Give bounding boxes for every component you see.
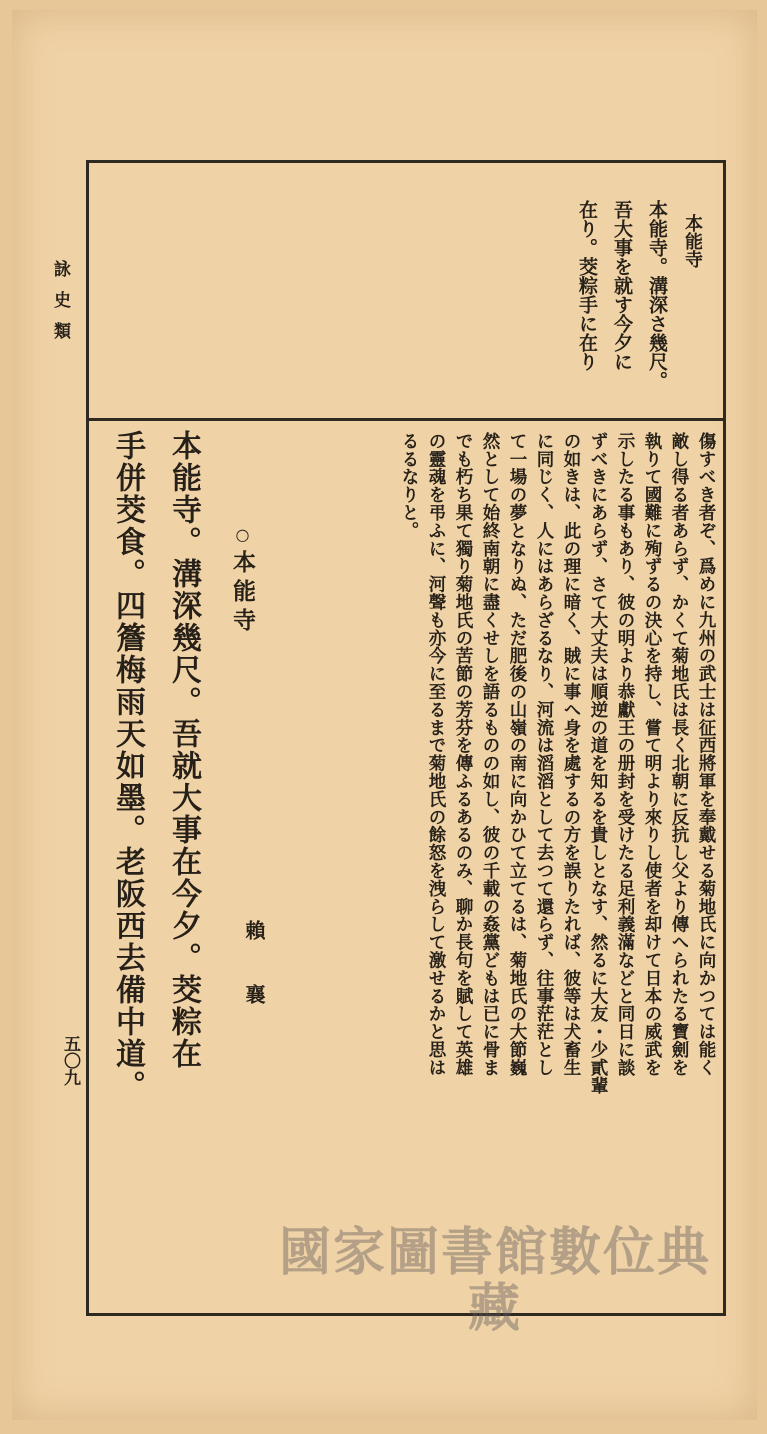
commentary-line: 傷すべき者ぞ、爲めに九州の武士は征西將軍を奉戴せる菊地氏に向かつては能く (696, 432, 716, 1077)
commentary-line: 示したる事もあり、彼の明より恭獻王の册封を受けたる足利義滿などと同日に談 (615, 432, 635, 1077)
commentary-text (399, 432, 715, 1292)
commentary-line: 然として始終南朝に盡くせしを語るものの如し、彼の千載の姦黨どもは已に骨ま (480, 432, 500, 1077)
commentary-line: に同じく、人にはあらざるなり、河流は滔滔として去つて還らず、往事茫茫とし (534, 432, 554, 1077)
kundoku-line: 本能寺。溝深さ幾尺。 (646, 200, 668, 390)
poem-line: 本能寺。溝深幾尺。吾就大事在今夕。茭粽在 (166, 430, 201, 1070)
library-watermark: 國家圖書館數位典藏 (278, 1223, 711, 1339)
kundoku-reading (576, 200, 703, 410)
kundoku-line: 在り。茭粽手に在り (576, 200, 598, 371)
header-divider (86, 418, 726, 421)
commentary-line: 執りて國難に殉ずるの決心を持し、嘗て明より來りし使者を却けて日本の威武を (642, 432, 662, 1077)
poem-text (110, 430, 200, 1290)
poem-line: 手併茭食。四簷梅雨天如墨。老阪西去備中道。 (110, 430, 145, 1102)
kundoku-title: 本能寺 (682, 214, 703, 268)
commentary-line: ずべきにあらず、さて大丈夫は順逆の道を知るを貴しとなす、然るに大友・少貳輩 (588, 432, 608, 1095)
commentary-line: て一場の夢となりぬ、ただ肥後の山嶺の南に向かひて立てるは、菊地氏の大節巍 (507, 432, 527, 1077)
commentary-line: の如きは、此の理に暗く、賊に事へ身を處するの方を誤りたれば、彼等は犬畜生 (561, 432, 581, 1077)
commentary-line: るるなりと。 (399, 432, 419, 540)
running-header: 詠史類 (50, 260, 70, 353)
commentary-line: 敵し得る者あらず、かくて菊地氏は長く北朝に反抗し父より傳へられたる寶劍を (669, 432, 689, 1077)
poem-author: 賴襄 (242, 920, 266, 1048)
commentary-line: の靈魂を弔ふに、河聲も亦今に至るまで菊地氏の餘怒を洩らして激せるかと思は (426, 432, 446, 1077)
poem-title: ○ 本能寺 (226, 525, 259, 695)
page-number: 五〇九 (60, 1035, 80, 1086)
commentary-line: でも朽ち果て獨り菊地氏の苦節の芳芬を傳ふるあるのみ、聊か長句を賦して英雄 (453, 432, 473, 1077)
kundoku-line: 吾大事を就す今夕に (611, 200, 633, 371)
